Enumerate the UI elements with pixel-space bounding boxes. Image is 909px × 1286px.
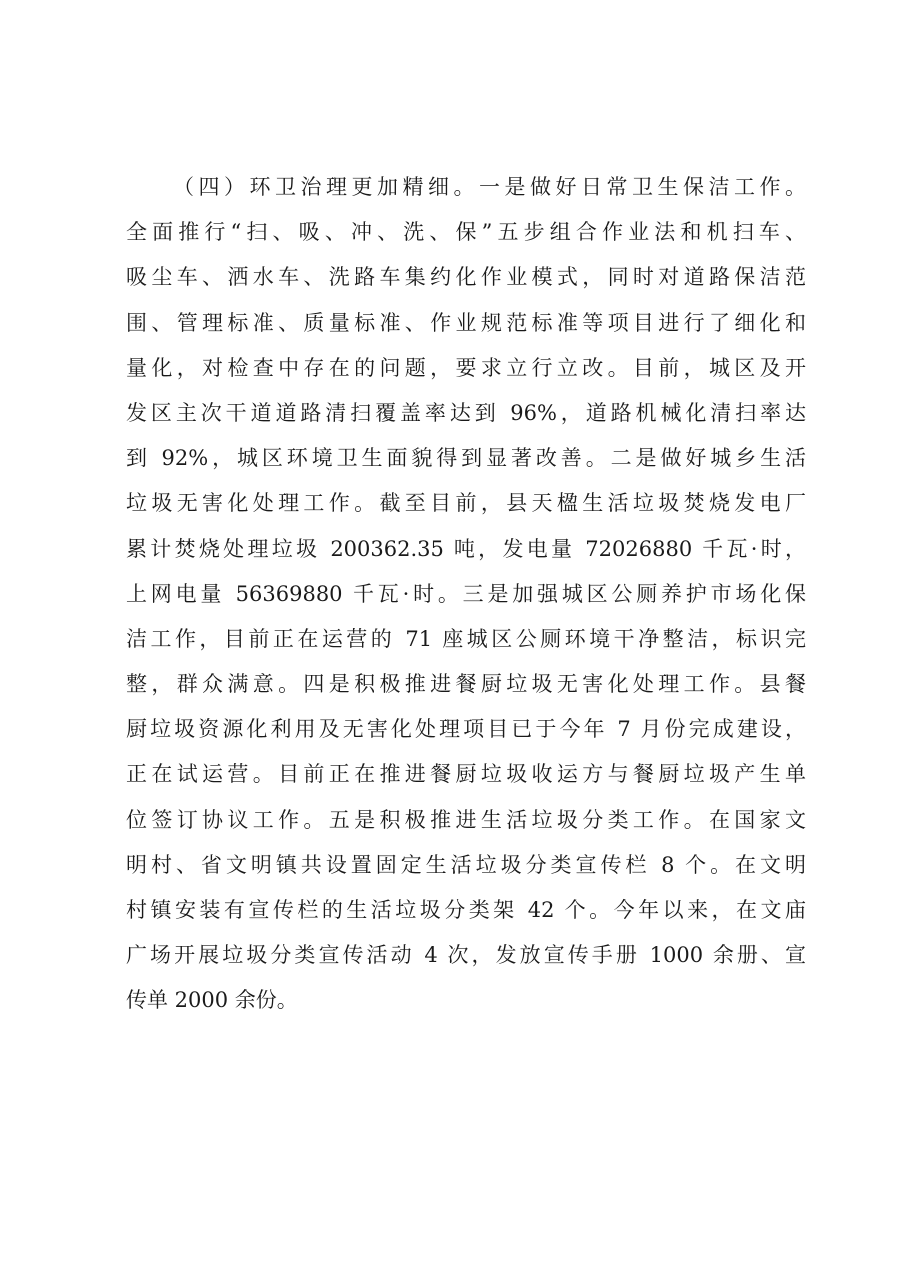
paragraph-line: 洁工作，目前正在运营的 71 座城区公厕环境干净整洁，标识完: [126, 626, 806, 651]
paragraph-line: 吸尘车、洒水车、洗路车集约化作业模式，同时对道路保洁范: [126, 265, 806, 290]
paragraph-line: 正在试运营。目前正在推进餐厨垃圾收运方与餐厨垃圾产生单: [126, 762, 806, 787]
paragraph-line: 传单 2000 余份。: [126, 988, 298, 1013]
paragraph-line: 整，群众满意。四是积极推进餐厨垃圾无害化处理工作。县餐: [126, 672, 806, 697]
paragraph-line: 明村、省文明镇共设置固定生活垃圾分类宣传栏 8 个。在文明: [126, 852, 806, 877]
paragraph-line: 村镇安装有宣传栏的生活垃圾分类架 42 个。今年以来，在文庙: [126, 898, 806, 922]
paragraph-line: 全面推行“扫、吸、冲、洗、保”五步组合作业法和机扫车、: [126, 220, 806, 245]
paragraph-line: 到 92%，城区环境卫生面貌得到显著改善。二是做好城乡生活: [126, 446, 806, 471]
body-paragraph: [126, 165, 806, 1024]
paragraph-line: 厨垃圾资源化利用及无害化处理项目已于今年 7 月份完成建设，: [126, 717, 806, 742]
paragraph-line: 广场开展垃圾分类宣传活动 4 次，发放宣传手册 1000 余册、宣: [126, 943, 806, 968]
paragraph-line: 垃圾无害化处理工作。截至目前，县天楹生活垃圾焚烧发电厂: [126, 491, 806, 516]
paragraph-line: （四）环卫治理更加精细。一是做好日常卫生保洁工作。: [173, 175, 806, 199]
paragraph-line: 围、管理标准、质量标准、作业规范标准等项目进行了细化和: [126, 310, 806, 335]
paragraph-line: 上网电量 56369880 千瓦·时。三是加强城区公厕养护市场化保: [126, 581, 806, 606]
paragraph-line: 发区主次干道道路清扫覆盖率达到 96%，道路机械化清扫率达: [126, 400, 806, 425]
paragraph-line: 量化，对检查中存在的问题，要求立行立改。目前，城区及开: [126, 355, 806, 380]
paragraph-line: 累计焚烧处理垃圾 200362.35 吨，发电量 72026880 千瓦·时，: [126, 536, 806, 561]
paragraph-line: 位签订协议工作。五是积极推进生活垃圾分类工作。在国家文: [126, 807, 806, 832]
